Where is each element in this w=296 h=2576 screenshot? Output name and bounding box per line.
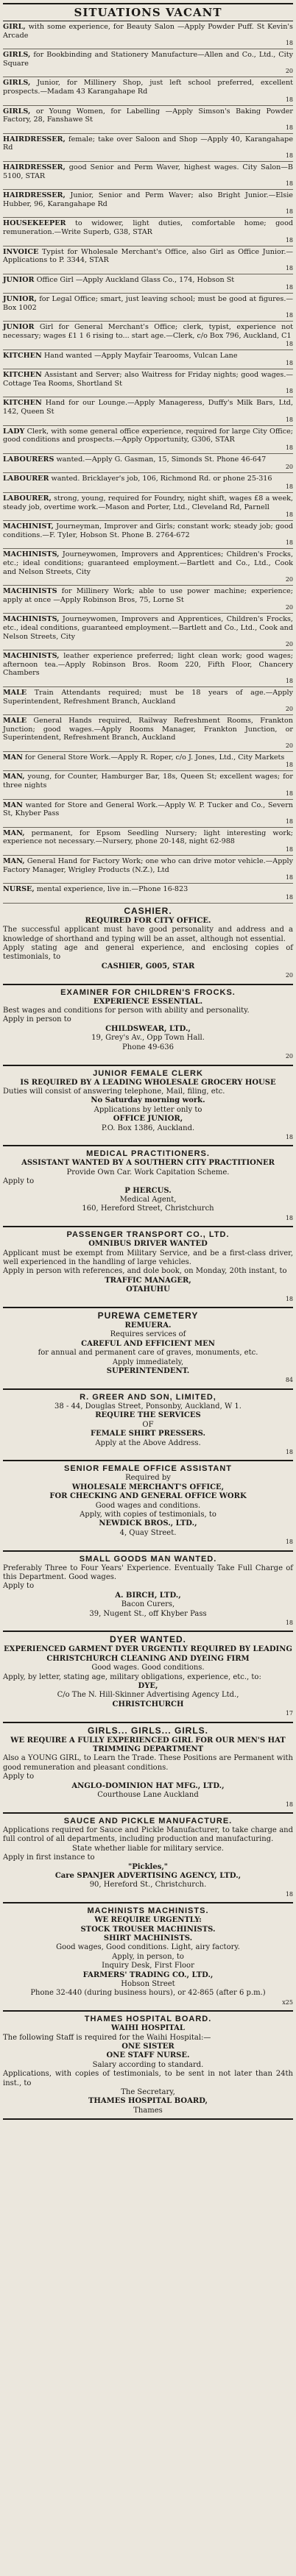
ad-lead: GIRLS, <box>3 107 31 116</box>
display-ad-line: 90, Hereford St., Christchurch. <box>89 1881 207 1890</box>
display-ad-ref: 20 <box>285 972 293 979</box>
display-ad-ref: 20 <box>285 1053 293 1060</box>
ad-lead: LABOURER <box>3 475 49 483</box>
ad-ref: 18 <box>285 96 293 103</box>
display-ad-title: CASHIER. <box>124 905 172 916</box>
display-ad-title: THAMES HOSPITAL BOARD. <box>84 2015 212 2024</box>
ad-lead: MAN <box>3 753 23 762</box>
display-ad-ref: 18 <box>285 1619 293 1626</box>
ad-lead: GIRL, <box>3 23 26 31</box>
display-ad-line: Apply at the Above Address. <box>95 1438 201 1447</box>
display-ad-ref: 18 <box>285 1133 293 1140</box>
classified-ad <box>3 614 293 650</box>
ad-ref: 18 <box>285 539 293 547</box>
ad-text: Clerk, with some general office experience, required for large City Office; good conditions and prospects.—Apply Opportunity, G306, STAR <box>3 427 293 444</box>
ad-ref: 20 <box>285 641 293 648</box>
display-ad-line: Good wages. Good conditions. <box>91 1664 205 1672</box>
display-ad-title: PASSENGER TRANSPORT CO., LTD. <box>66 1230 230 1240</box>
ad-lead: KITCHEN <box>3 399 42 408</box>
ad-ref: 20 <box>285 464 293 471</box>
ad-ref: 18 <box>285 817 293 825</box>
display-ad-line: Courthouse Lane Auckland <box>97 1791 199 1800</box>
classified-ad <box>3 521 293 549</box>
classified-ad <box>3 322 293 350</box>
ad-text: permanent, for Epsom Seedling Nursery; light interesting work; experience not necessary.—Nursery, phone 20-148, night 62-988 <box>3 828 293 846</box>
ad-text: for Legal Office; smart, just leaving school; must be good at figures.—Box 1002 <box>3 295 293 312</box>
ad-lead: INVOICE <box>3 247 39 256</box>
display-ad-line: ASSISTANT WANTED BY A SOUTHERN CITY PRACTITIONER <box>21 1159 275 1168</box>
classified-ad <box>3 350 293 370</box>
ad-text: for Millinery Work; able to use power machine; experience; apply at once —Apply Robinson Bros, 75, Lorne St <box>3 587 293 604</box>
display-ad <box>3 1723 293 1814</box>
ad-lead: JUNIOR <box>3 323 35 332</box>
display-ad-line: WE REQUIRE A FULLY EXPERIENCED GIRL FOR OUR MEN'S HAT TRIMMING DEPARTMENT <box>10 1736 286 1754</box>
display-ad-line: "Pickles," <box>127 1862 169 1871</box>
display-ad-line: Apply, in person, to <box>112 1952 184 1961</box>
display-ad-line: Provide Own Car. Work Capitation Scheme. <box>66 1168 230 1177</box>
ad-text: with some experience, for Beauty Salon —Apply Powder Puff. St Kevin's Arcade <box>3 23 293 40</box>
ad-lead: LADY <box>3 427 25 436</box>
display-ad-line: WE REQUIRE URGENTLY: <box>94 1916 202 1925</box>
display-ad-line: 160, Hereford Street, Christchurch <box>82 1204 214 1213</box>
display-ad-line: EXPERIENCE ESSENTIAL. <box>93 997 203 1006</box>
display-ad <box>3 1461 293 1551</box>
display-ad-line: 4, Quay Street. <box>119 1528 177 1537</box>
ad-text: Assistant and Server; also Waitress for Friday nights; good wages.—Cottage Tea Rooms, Shortland St <box>3 371 293 388</box>
ad-ref: 18 <box>285 893 293 901</box>
ad-ref: 18 <box>285 124 293 131</box>
display-ad-line: NEWDICK BROS., LTD., <box>99 1519 197 1528</box>
display-ad-line: Phone 32-440 (during business hours), or 42-865 (after 6 p.m.) <box>30 1989 266 1998</box>
ad-text: Typist for Wholesale Merchant's Office, also Girl as Office Junior.—Applications to P. 3344, STAR <box>3 247 293 265</box>
ad-ref: 20 <box>285 706 293 713</box>
display-ad-title: SMALL GOODS MAN WANTED. <box>79 1554 217 1564</box>
display-ad-line: Apply to <box>3 1177 35 1186</box>
ad-ref: 18 <box>285 677 293 684</box>
classified-ad <box>3 426 293 454</box>
display-ad-line: The successful applicant must have good personality and address and a knowledge of shorthand and typing will be an asset, although not essential. <box>3 926 293 943</box>
display-ad-title: R. GREER AND SON, LIMITED, <box>80 1392 216 1402</box>
ad-text: Journeywomen, Improvers and Apprentices; Children's Frocks, etc.; ideal conditions; guaranteed employment.—Bartlett and Co., Ltd., Cook and Nelson Streets, City <box>3 550 293 576</box>
classified-ad <box>3 454 293 474</box>
ad-lead: MACHINISTS, <box>3 550 60 559</box>
display-ads-list <box>3 904 293 2120</box>
ad-lead: MACHINIST, <box>3 522 54 531</box>
display-ad-ref: 18 <box>285 1448 293 1455</box>
display-ad-line: Thames <box>133 2106 163 2115</box>
display-ad-line: for annual and permanent care of graves, monuments, etc. <box>38 1349 258 1358</box>
ad-ref: 18 <box>285 340 293 347</box>
display-ad-ref: 18 <box>285 1800 293 1808</box>
ad-lead: MACHINISTS <box>3 587 57 596</box>
display-ad-line: Applications, with copies of testimonials, to be sent in not later than 24th inst., to <box>3 2070 293 2087</box>
display-ad-line: Hobson Street <box>121 1980 175 1988</box>
display-ad-line: STOCK TROUSER MACHINISTS. <box>80 1925 216 1934</box>
display-ad-line: The Secretary, <box>121 2088 175 2097</box>
display-ad-line: 39, Nugent St., off Khyber Pass <box>89 1609 207 1618</box>
display-ad <box>3 1632 293 1722</box>
display-ad-line: A. BIRCH, LTD., <box>115 1591 181 1600</box>
display-ad-title: SENIOR FEMALE OFFICE ASSISTANT <box>63 1464 232 1474</box>
ad-text: for General Store Work.—Apply R. Roper, c/o J. Jones, Ltd., City Markets <box>24 753 285 762</box>
ad-text: General Hand for Factory Work; one who can drive motor vehicle.—Apply Factory Manager, Wrigley Products (N.Z.), Ltd <box>3 857 293 874</box>
display-ad-ref: 17 <box>285 1710 293 1717</box>
display-ad-line: CHILDSWEAR, LTD., <box>105 1024 191 1033</box>
ad-lead: MACHINISTS, <box>3 652 60 661</box>
ad-lead: MALE <box>3 717 27 725</box>
ad-text: General Hands required, Railway Refreshment Rooms, Frankton Junction; good wages.—Apply Rooms Manager, Frankton Junction, or Superintendent, Refreshment Branch, Auckland <box>3 717 293 742</box>
display-ad-line: IS REQUIRED BY A LEADING WHOLESALE GROCERY HOUSE <box>20 1078 276 1087</box>
display-ad-line: Apply to <box>3 1773 35 1781</box>
display-ad <box>3 2012 293 2120</box>
ad-lead: JUNIOR <box>3 275 35 284</box>
short-ads-list <box>3 21 293 904</box>
classified-ad <box>3 134 293 162</box>
display-ad-line: Apply immediately, <box>112 1358 184 1366</box>
display-ad-line: No Saturday morning work. <box>91 1096 205 1105</box>
classified-ad <box>3 493 293 521</box>
display-ad-title: SAUCE AND PICKLE MANUFACTURE. <box>63 1816 233 1825</box>
ad-ref: 18 <box>285 180 293 188</box>
display-ad-line: SHIRT MACHINISTS. <box>103 1934 193 1942</box>
classified-ad <box>3 650 293 687</box>
display-ad-line: Preferably Three to Four Years' Experience. Eventually Take Full Charge of this Department. Good wages. <box>3 1564 293 1581</box>
display-ad-line: P.O. Box 1386, Auckland. <box>101 1124 195 1132</box>
classified-ad <box>3 715 293 752</box>
ad-text: good Senior and Perm Waver, highest wages. City Salon—B 5100, STAR <box>3 163 293 180</box>
ad-ref: 18 <box>285 511 293 519</box>
display-ad-line: ANGLO-DOMINION HAT MFG., LTD., <box>71 1781 225 1790</box>
display-ad-title: MACHINISTS MACHINISTS. <box>87 1906 209 1916</box>
ad-lead: MAN <box>3 801 23 809</box>
display-ad-line: Also a YOUNG GIRL, to Learn the Trade. These Positions are Permanent with good remuneration and pleasant conditions. <box>3 1754 293 1772</box>
ad-ref: 18 <box>285 444 293 451</box>
display-ad-line: Best wages and conditions for person with ability and personality. <box>3 1007 250 1015</box>
classified-ad <box>3 162 293 190</box>
classified-ad <box>3 274 293 294</box>
classified-ad <box>3 190 293 218</box>
display-ad-ref: 84 <box>285 1377 293 1384</box>
display-ad-line: THAMES HOSPITAL BOARD, <box>88 2097 208 2106</box>
display-ad-line: CHRISTCHURCH <box>112 1700 184 1709</box>
ad-lead: LABOURERS <box>3 455 54 464</box>
ad-ref: 18 <box>285 846 293 854</box>
display-ad-line: The following Staff is required for the Waihi Hospital:— <box>3 2033 211 2042</box>
display-ad-line: Requires services of <box>110 1330 186 1339</box>
ad-ref: 18 <box>285 312 293 319</box>
ad-lead: HOUSEKEEPER <box>3 219 66 228</box>
ad-text: to widower, light duties, comfortable home; good remuneration.—Write Superb, G38, STAR <box>3 219 293 236</box>
display-ad-line: SUPERINTENDENT. <box>106 1367 190 1376</box>
ad-text: or Young Women, for Labelling —Apply Simson's Baking Powder Factory, 28, Fanshawe St <box>3 107 293 124</box>
ad-ref: 18 <box>285 483 293 490</box>
display-ad-line: 38 - 44, Douglas Street, Ponsonby, Auckland, W 1. <box>54 1402 242 1411</box>
display-ad-title: JUNIOR FEMALE CLERK <box>93 1068 203 1078</box>
ad-lead: MAN, <box>3 828 25 837</box>
ad-ref: 18 <box>285 236 293 244</box>
display-ad-line: OTAHUHU <box>126 1285 170 1294</box>
display-ad-ref: x25 <box>282 1998 293 2006</box>
display-ad-line: FEMALE SHIRT PRESSERS. <box>90 1430 206 1438</box>
display-ad-line: Applications required for Sauce and Pickle Manufacturer, to take charge and full control of all departments, including production and manufacturing. <box>3 1825 293 1844</box>
ad-lead: NURSE, <box>3 885 35 894</box>
display-ad-ref: 18 <box>285 1214 293 1221</box>
display-ad-line: Bacon Curers, <box>121 1600 175 1609</box>
display-ad <box>3 1308 293 1390</box>
classified-ad <box>3 397 293 425</box>
display-ad-line: WHOLESALE MERCHANT'S OFFICE, <box>71 1483 225 1491</box>
ad-text: Hand wanted —Apply Mayfair Tearooms, Vulcan Lane <box>43 351 238 360</box>
display-ad-line: Apply, with copies of testimonials, to <box>80 1510 216 1519</box>
display-ad-line: Phone 49-636 <box>122 1043 174 1051</box>
display-ad-line: OMNIBUS DRIVER WANTED <box>88 1240 208 1249</box>
ad-text: young, for Counter, Hamburger Bar, 18s, Queen St; excellent wages; for three nights <box>3 773 293 790</box>
ad-ref: 18 <box>285 152 293 159</box>
classified-ad <box>3 549 293 586</box>
display-ad-line: Applications by letter only to <box>94 1105 202 1114</box>
classified-ad <box>3 294 293 322</box>
ad-lead: KITCHEN <box>3 351 42 360</box>
display-ad-line: WAIHI HOSPITAL <box>111 2024 185 2033</box>
classified-ad <box>3 800 293 828</box>
ad-lead: HAIRDRESSER, <box>3 163 66 171</box>
display-ad-line: DYE, <box>138 1682 158 1691</box>
ad-text: strong, young, required for Foundry, night shift, wages £8 a week, steady job, overtime work.—Mason and Porter, Ltd., Cleveland Rd, Parnell <box>3 494 293 511</box>
ad-ref: 18 <box>285 208 293 216</box>
display-ad-line: FOR CHECKING AND GENERAL OFFICE WORK <box>49 1492 247 1501</box>
ad-ref: 20 <box>285 68 293 75</box>
display-ad-title: PUREWA CEMETERY <box>97 1310 199 1321</box>
display-ad-title: MEDICAL PRACTITIONERS. <box>86 1149 210 1159</box>
classified-ad <box>3 49 293 77</box>
display-ad-line: Required by <box>125 1474 171 1483</box>
classified-ad <box>3 369 293 397</box>
ad-text: mental experience, live in.—Phone 16-823 <box>36 885 188 894</box>
display-ad-line: Medical Agent, <box>119 1195 177 1204</box>
display-ad-line: OF <box>142 1420 154 1429</box>
ad-text: wanted.—Apply G. Gasman, 15, Simonds St. Phone 46-647 <box>56 455 267 464</box>
ad-lead: MAN, <box>3 857 25 866</box>
display-ad <box>3 1066 293 1147</box>
classified-ad <box>3 828 293 856</box>
display-ad-line: Apply in person to <box>3 1015 71 1024</box>
display-ad <box>3 1146 293 1227</box>
ad-lead: LABOURER, <box>3 494 52 503</box>
ad-text: Girl for General Merchant's Office; clerk, typist, experience not necessary; wages £1 1 6 rising to... start age.—Clerk, c/o Box 796, Auckland, C1 <box>3 323 293 341</box>
ad-text: Office Girl —Apply Auckland Glass Co., 174, Hobson St <box>36 275 235 284</box>
display-ad-line: OFFICE JUNIOR, <box>113 1115 183 1124</box>
ad-lead: HAIRDRESSER, <box>3 191 66 200</box>
classified-ad <box>3 21 293 49</box>
display-ad-line: Care SPANJER ADVERTISING AGENCY, LTD., <box>54 1871 242 1880</box>
display-ad-line: State whether liable for military service. <box>72 1844 224 1853</box>
ad-text: Junior, Senior and Perm Waver; also Bright Junior.—Elsie Hubber, 96, Karangahape Rd <box>3 191 293 208</box>
display-ad-line: Apply to <box>3 1582 35 1591</box>
ad-ref: 18 <box>285 284 293 291</box>
ad-text: for Bookbinding and Stationery Manufacture—Allen and Co., Ltd., City Square <box>3 51 293 68</box>
ad-ref: 18 <box>285 360 293 367</box>
section-title: SITUATIONS VACANT <box>3 4 293 21</box>
ad-lead: KITCHEN <box>3 371 42 380</box>
ad-text: Junior, for Millinery Shop, just left school preferred, excellent prospects.—Madam 43 Karangahape Rd <box>3 79 293 96</box>
display-ad-line: EXPERIENCED GARMENT DYER URGENTLY REQUIRED BY LEADING CHRISTCHURCH CLEANING AND DYEING FIRM <box>4 1645 292 1663</box>
display-ad <box>3 1227 293 1308</box>
ad-ref: 18 <box>285 874 293 881</box>
ad-lead: HAIRDRESSER, <box>3 135 66 143</box>
classified-ad <box>3 473 293 493</box>
classified-ad <box>3 856 293 884</box>
ad-text: Journeywomen, Improvers and Apprentices, Children's Frocks, etc., ideal conditions, guaranteed employment.—Bartlett and Co., Ltd., Cook and Nelson Streets, City <box>3 615 293 641</box>
display-ad-line: Applicant must be exempt from Military Service, and be a first-class driver, well experienced in the handling of large vehicles. <box>3 1249 293 1266</box>
ad-text: Train Attendants required; must be 18 years of age.—Apply Superintendent, Refreshment Branch, Auckland <box>3 688 293 706</box>
display-ad-line: ONE STAFF NURSE. <box>106 2051 190 2060</box>
display-ad-line: Salary according to standard. <box>92 2060 204 2069</box>
ad-lead: JUNIOR, <box>3 295 37 304</box>
display-ad-line: Inquiry Desk, First Floor <box>102 1962 194 1970</box>
display-ad-title: DYER WANTED. <box>109 1634 186 1645</box>
display-ad-line: 19, Grey's Av., Opp Town Hall. <box>91 1034 205 1043</box>
display-ad-ref: 18 <box>285 1890 293 1898</box>
ad-lead: MAN, <box>3 773 25 781</box>
ad-ref: 18 <box>285 40 293 47</box>
classified-ad <box>3 586 293 614</box>
ad-ref: 18 <box>285 388 293 395</box>
classified-ad <box>3 106 293 134</box>
ad-lead: MACHINISTS, <box>3 615 60 624</box>
display-ad-line: CAREFUL AND EFFICIENT MEN <box>81 1339 215 1348</box>
display-ad-line: Apply, by letter, stating age, military obligations, experience, etc., to: <box>3 1672 261 1681</box>
display-ad <box>3 1552 293 1633</box>
display-ad-line: Duties will consist of answering telephone, Mail, filing, etc. <box>3 1087 225 1096</box>
ad-text: leather experience preferred; light clean work; good wages; afternoon tea.—Apply Robinson Bros. Room 220, Fifth Floor, Chancery Chambers <box>3 652 293 678</box>
display-ad-ref: 18 <box>285 1539 293 1546</box>
display-ad-line: TRAFFIC MANAGER, <box>105 1276 191 1285</box>
display-ad-line: CASHIER, G005, STAR <box>101 962 195 971</box>
display-ad-title: GIRLS... GIRLS... GIRLS. <box>87 1725 208 1736</box>
ad-lead: GIRLS, <box>3 79 31 88</box>
classified-ad <box>3 246 293 274</box>
display-ad-ref: 18 <box>285 1295 293 1302</box>
ad-text: wanted. Bricklayer's job, 106, Richmond Rd. or phone 25-316 <box>51 475 272 483</box>
display-ad-line: REQUIRE THE SERVICES <box>95 1411 201 1420</box>
ad-text: Journeyman, Improver and Girls; constant work; steady job; good conditions.—F. Tyler, Hobson St. Phone B. 2764-672 <box>3 522 293 539</box>
ad-ref: 20 <box>285 576 293 583</box>
display-ad-title: EXAMINER FOR CHILDREN'S FROCKS. <box>60 987 236 997</box>
display-ad-line: Good wages and conditions. <box>95 1501 201 1510</box>
classified-ad <box>3 771 293 799</box>
display-ad-line: REQUIRED FOR CITY OFFICE. <box>85 916 211 925</box>
display-ad <box>3 904 293 985</box>
ad-ref: 18 <box>285 790 293 797</box>
classified-ad <box>3 752 293 772</box>
ad-text: wanted for Store and General Work.—Apply W. P. Tucker and Co., Severn St, Khyber Pass <box>3 801 293 818</box>
display-ad-line: Good wages, Good conditions. Light, airy factory. <box>56 1943 240 1952</box>
classified-ad <box>3 77 293 105</box>
ad-ref: 20 <box>285 604 293 611</box>
display-ad-line: C/o The N. Hill-Skinner Advertising Agency Ltd., <box>57 1691 239 1700</box>
display-ad <box>3 1814 293 1903</box>
classified-ad <box>3 884 293 904</box>
display-ad-line: Apply stating age and general experience, and enclosing copies of testimonials, to <box>3 944 293 962</box>
classified-ad <box>3 687 293 715</box>
ad-ref: 18 <box>285 762 293 769</box>
display-ad <box>3 1903 293 2012</box>
ad-ref: 18 <box>285 416 293 423</box>
ad-text: Hand for our Lounge.—Apply Manageress, Duffy's Milk Bars, Ltd, 142, Queen St <box>3 399 293 416</box>
display-ad <box>3 985 293 1066</box>
display-ad <box>3 1390 293 1461</box>
ad-ref: 18 <box>285 264 293 272</box>
ad-text: female; take over Saloon and Shop —Apply 40, Karangahape Rd <box>3 135 293 152</box>
display-ad-line: FARMERS' TRADING CO., LTD., <box>82 1970 214 1979</box>
display-ad-line: REMUERA. <box>124 1321 172 1330</box>
classified-ad <box>3 218 293 246</box>
ad-lead: GIRLS, <box>3 51 31 60</box>
ad-ref: 20 <box>285 742 293 749</box>
display-ad-line: Apply in first instance to <box>3 1853 95 1862</box>
display-ad-line: P HERCUS. <box>124 1186 172 1195</box>
display-ad-line: Apply in person with references, and dole book, on Monday, 20th instant, to <box>3 1267 287 1276</box>
display-ad-line: ONE SISTER <box>121 2043 175 2051</box>
ad-lead: MALE <box>3 688 27 697</box>
